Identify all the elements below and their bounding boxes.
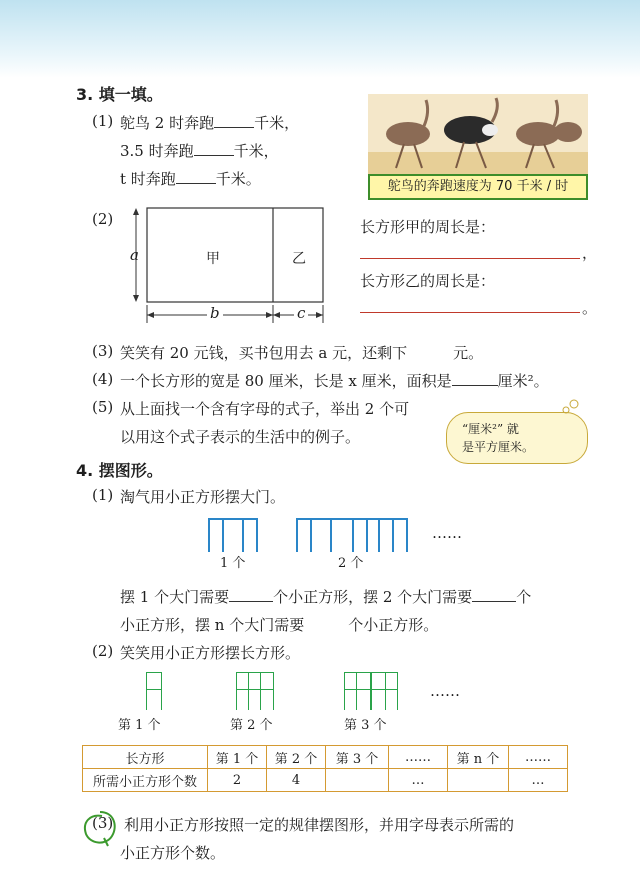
side-label-a: a [130, 246, 139, 264]
tip-text [462, 420, 572, 456]
table-cell: 第 1 个 [208, 746, 267, 769]
q4-p1-s1a: 摆 1 个大门需要 [120, 588, 230, 606]
q3-p1-line3-text: t 时奔跑 [120, 170, 176, 188]
q4-p3-line2: 小正方形个数。 [120, 844, 226, 862]
q4-p1-s2b: 个小正方形。 [348, 616, 439, 634]
q4-title: 4. 摆图形。 [76, 461, 163, 480]
perimeter-prompt-b: 长方形乙的周长是： [360, 272, 496, 290]
answer-blank[interactable] [194, 143, 234, 156]
q3-p5-line1: 从上面找一个含有字母的式子，举出 2 个可 [120, 400, 410, 418]
rect-figure-3-col-b [371, 672, 386, 710]
q4-p3-line1: 利用小正方形按照一定的规律摆图形，并用字母表示所需的 [124, 816, 515, 834]
answer-blank[interactable] [472, 589, 516, 602]
side-label-c: c [294, 304, 308, 322]
q4-p1-intro: 淘气用小正方形摆大门。 [120, 488, 286, 506]
side-label-b: b [207, 304, 223, 322]
perimeter-prompt-a: 长方形甲的周长是： [360, 218, 496, 236]
tip-line1: “厘米²” 就 [462, 422, 519, 436]
q3-p5-line2: 以用这个式子表示的生活中的例子。 [120, 428, 361, 446]
table-cell: … [389, 769, 448, 792]
table-cell: 第 2 个 [267, 746, 326, 769]
door-dots: …… [432, 524, 462, 542]
table-cell: … [509, 769, 568, 792]
door-figure-2-gap-c [366, 518, 380, 552]
table-cell[interactable] [326, 769, 389, 792]
q3-p1-line3 [120, 168, 261, 189]
door-figure-2-gap-a [310, 518, 332, 552]
q3-p4-label: (4) [92, 370, 114, 388]
q4-p1-label: (1) [92, 486, 114, 504]
perimeter-a-end: ， [582, 244, 598, 262]
q3-p1-line2-unit: 千米， [233, 142, 279, 160]
q4-p2-label: (2) [92, 642, 114, 660]
perimeter-a-answer-line[interactable] [360, 258, 580, 259]
q4-p2-intro: 笑笑用小正方形摆长方形。 [120, 644, 301, 662]
table-cell: 2 [208, 769, 267, 792]
q3-p4-text: 一个长方形的宽是 80 厘米，长是 x 厘米，面积是 [120, 372, 452, 390]
rect-figure-2-label: 第 2 个 [230, 718, 273, 733]
table-cell: 第 3 个 [326, 746, 389, 769]
ostrich-illustration [368, 94, 588, 174]
door-figure-1-inner [222, 518, 244, 552]
page-header-band [0, 0, 640, 78]
answer-blank[interactable] [407, 345, 453, 358]
rect-figure-1-label: 第 1 个 [118, 718, 161, 733]
q3-p1-label: (1) [92, 112, 114, 130]
rect-figure-2-col [248, 672, 261, 710]
answer-blank[interactable] [452, 373, 498, 386]
q3-p4-line [120, 370, 549, 391]
q3-p3-text: 笑笑有 20 元钱，买书包用去 a 元，还剩下 [120, 344, 408, 362]
q3-p3-label: (3) [92, 342, 114, 360]
table-cell: …… [509, 746, 568, 769]
q3-p1-line1-text: 鸵鸟 2 时奔跑 [120, 114, 215, 132]
q4-p1-s2a: 小正方形，摆 n 个大门需要 [120, 616, 305, 634]
square-count-table [82, 745, 568, 792]
q3-p3-line [120, 342, 483, 363]
rect-dots: …… [430, 682, 460, 700]
q3-p1-line3-unit: 千米。 [215, 170, 261, 188]
perimeter-b-end: 。 [582, 299, 598, 317]
answer-blank[interactable] [304, 617, 348, 630]
q4-p1-sentence2 [120, 614, 438, 635]
tip-line2: 是平方厘米。 [462, 440, 535, 454]
answer-blank[interactable] [176, 171, 216, 184]
q3-p1-line2 [120, 140, 279, 161]
table-cell: 长方形 [83, 746, 208, 769]
answer-blank[interactable] [229, 589, 273, 602]
q3-p1-line2-text: 3.5 时奔跑 [120, 142, 194, 160]
q3-p4-unit: 厘米²。 [497, 372, 549, 390]
rect-figure-3-label: 第 3 个 [344, 718, 387, 733]
door-figure-2-label: 2 个 [338, 556, 364, 571]
table-cell: 所需小正方形个数 [83, 769, 208, 792]
q3-p3-unit: 元。 [453, 344, 484, 362]
q4-p1-s1b: 个小正方形，摆 2 个大门需要 [273, 588, 473, 606]
q3-title: 3. 填一填。 [76, 85, 163, 104]
q4-p1-s1c: 个 [516, 588, 532, 606]
q3-p1-line1-unit: 千米， [254, 114, 300, 132]
table-cell: 第 n 个 [448, 746, 509, 769]
perimeter-b-answer-line[interactable] [360, 312, 580, 313]
table-row [83, 746, 568, 769]
answer-blank[interactable] [214, 115, 254, 128]
q3-p2-label: (2) [92, 210, 114, 228]
table-cell: 4 [267, 769, 326, 792]
rect-figure-3-col-a [356, 672, 371, 710]
q3-p1-line1 [120, 112, 299, 133]
q4-p3-label: (3) [92, 814, 114, 832]
door-figure-1-label: 1 个 [220, 556, 246, 571]
q3-p5-label: (5) [92, 398, 114, 416]
table-cell[interactable] [448, 769, 509, 792]
table-row [83, 769, 568, 792]
q4-p1-sentence1 [120, 586, 531, 607]
thought-dots-icon [560, 398, 582, 416]
rect-figure-1-cell [146, 672, 162, 690]
ostrich-speed-caption: 鸵鸟的奔跑速度为 70 千米 / 时 [368, 174, 588, 200]
rect-label-yi: 乙 [292, 251, 306, 267]
rect-label-jia: 甲 [206, 251, 220, 267]
table-cell: …… [389, 746, 448, 769]
